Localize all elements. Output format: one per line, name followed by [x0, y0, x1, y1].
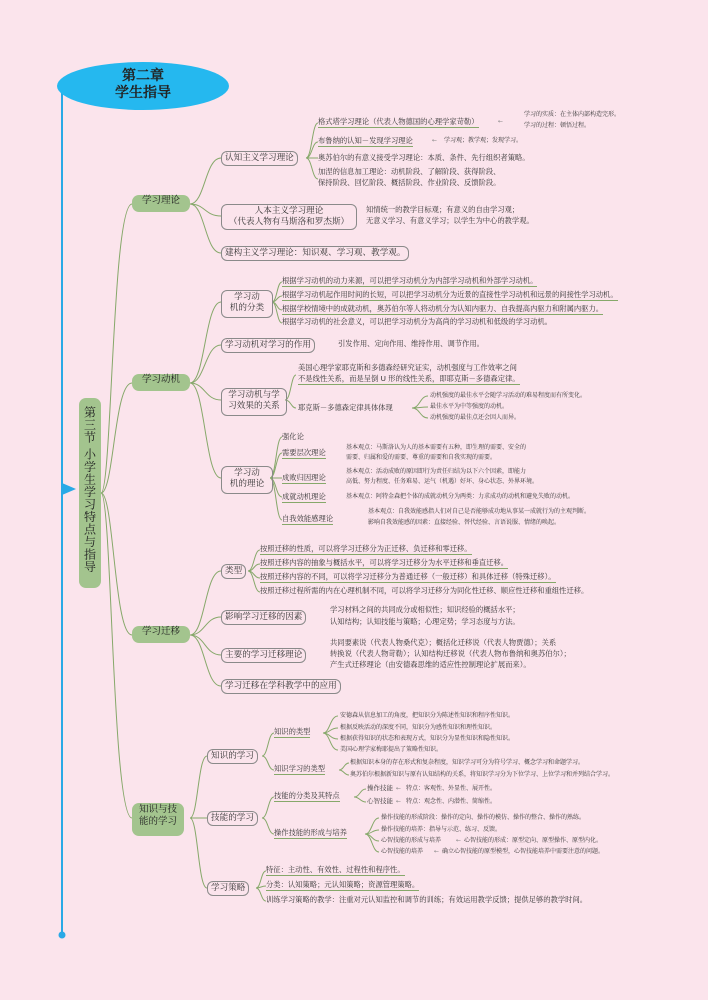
mental-skill-desc: 特点：观念性、内潜性、简缩性。	[406, 798, 497, 805]
node-transfer-application: 学习迁移在学科教学中的应用	[221, 679, 341, 694]
node-transfer-theories: 主要的学习迁移理论	[221, 648, 306, 663]
section-node	[79, 398, 101, 588]
arrow: ←	[396, 785, 402, 792]
node-motivation-relation: 学习动机与学 习效果的关系	[221, 388, 287, 416]
skill-formation: 操作技能的形成与培养	[274, 828, 347, 839]
arrow: ←	[498, 118, 504, 125]
branch-learning-motivation: 学习动机	[132, 374, 190, 391]
branch-learning-transfer: 学习迁移	[132, 626, 190, 643]
gestalt-theory: 格式塔学习理论（代表人物德国的心理学家苛勒）	[318, 117, 479, 128]
attribution-desc-1: 基本观点：活动成败的原因即行为责任归结为以下六个因素，即能力	[346, 468, 527, 475]
theory-desc-2: 转换说（代表人物苛勒）；认知结构迁移说（代表人物布鲁纳和奥苏伯尔）；	[330, 649, 571, 658]
node-cognitive-theory: 认知主义学习理论	[221, 151, 298, 166]
spine-line	[62, 88, 68, 935]
bruner-desc: 学习观；教学观；发现学习。	[444, 137, 523, 144]
factor-desc-1: 学习材料之间的共同成分或相似性；知识经验的概括水平；	[330, 605, 520, 614]
humanistic-desc-1: 知情统一的教学目标观；有意义的自由学习观；	[366, 205, 520, 214]
arrow: ←	[432, 137, 438, 144]
law-item-2: 最佳水平为中等强度的动机。	[430, 403, 509, 410]
gagne-line2: 保持阶段、回忆阶段、概括阶段、作业阶段、反馈阶段。	[318, 178, 501, 187]
bruner-theory: 布鲁纳的认知－发现学习理论	[318, 136, 413, 147]
arrow: ←	[434, 848, 440, 855]
mental-training: 心智技能的培养	[381, 848, 424, 855]
form-item-1: 操作技能的形成阶段：操作的定向、操作的模仿、操作的整合、操作的熟练。	[381, 814, 586, 821]
strategy-features: 特征：主动性、有效性、过程性和程序性。	[266, 865, 405, 876]
type-item-1: 按照迁移的性质，可以将学习迁移分为正迁移、负迁移和零迁移。	[260, 544, 472, 555]
operation-skill-desc: 特点：客观性、外显性、展开性。	[406, 785, 497, 792]
spine-end-dot	[59, 932, 66, 939]
chapter-title	[57, 62, 229, 110]
gagne-line1: 加涅的信息加工理论：动机阶段、了解阶段、获得阶段、	[318, 167, 501, 176]
needs-desc-1: 基本观点：马斯洛认为人的基本需要有五种，即生理的需要、安全的	[346, 444, 527, 451]
ktype-item-3: 根据获得知识的状态和表现方式，知识分为显性知识和隐性知识。	[340, 735, 515, 742]
efficacy-desc-2: 影响自我效能感的因素：直接经验、替代经验、言语说服、情绪的唤起。	[368, 519, 561, 526]
node-learning-strategy: 学习策略	[207, 881, 249, 896]
class-item-3: 根据学校情境中的成就动机，奥苏伯尔等人将动机分为认知内驱力、自我提高内驱力和附属内驱力。	[282, 304, 603, 315]
skill-types: 技能的分类及其特点	[274, 791, 340, 802]
type-item-4: 按照迁移过程所需的内在心理机制不同，可以将学习迁移分为同化性迁移、顺应性迁移和重组性迁移。	[260, 586, 589, 595]
humanistic-desc-2: 无意义学习、有意义学习；以学生为中心的教学观。	[366, 216, 534, 225]
node-motivation-classes: 学习动 机的分类	[221, 290, 273, 318]
attribution-desc-2: 高低、努力程度、任务难易、运气（机遇）好坏、身心状态、外界环境。	[346, 478, 539, 485]
factor-desc-2: 认知结构；认知技能与策略；心理定势；学习态度与方法。	[330, 617, 520, 626]
chapter-line1: 第二章	[122, 68, 164, 84]
yerkes-desc-2: 不是线性关系，而是呈倒 U 形的线性关系，即耶克斯－多德森定律。	[298, 374, 520, 385]
ktype-item-1: 安德森从信息加工的角度，把知识分为陈述性知识和程序性知识。	[340, 712, 515, 719]
gestalt-process: 学习的过程：顿悟过程。	[524, 122, 591, 129]
reinforcement-theory: 强化论	[282, 432, 304, 441]
yerkes-law: 耶克斯－多德森定律具体体现	[298, 403, 393, 412]
node-motivation-effect: 学习动机对学习的作用	[221, 338, 315, 353]
knowledge-learning-types: 知识学习的类型	[274, 764, 325, 775]
arrow: ←	[396, 798, 402, 805]
type-item-2: 按照迁移内容的抽象与概括水平，可以将学习迁移分为水平迁移和垂直迁移。	[260, 558, 508, 569]
attribution-theory: 成败归因理论	[282, 473, 326, 484]
node-knowledge-learning: 知识的学习	[207, 749, 258, 764]
node-transfer-types: 类型	[221, 564, 246, 579]
form-item-2: 操作技能的培养：指导与示范、练习、反馈。	[381, 826, 502, 833]
branch-knowledge-skill: 知识与技能的学习	[132, 803, 184, 836]
arrow: ←	[456, 837, 462, 844]
mental-formation-desc: 心智技能的形成：原型定向、原型操作、原型内化。	[464, 837, 603, 844]
mental-skill: 心智技能	[367, 797, 393, 805]
operation-skill: 操作技能	[367, 784, 393, 792]
class-item-2: 根据学习动机起作用时间的长短，可以把学习动机分为近景的直接性学习动机和远景的间接性学习动机。	[282, 290, 618, 301]
ausubel-theory: 奥苏伯尔的有意义接受学习理论：本质、条件、先行组织者策略。	[318, 153, 530, 162]
achievement-desc: 基本观点：阿特金森把个体的成就动机分为两类：力求成功的动机和避免失败的动机。	[346, 493, 575, 500]
knowledge-types: 知识的类型	[274, 727, 310, 738]
achievement-theory: 成就动机理论	[282, 492, 326, 503]
self-efficacy-theory: 自我效能感理论	[282, 514, 333, 525]
klearn-item-2: 奥苏伯尔根据新知识与原有认知结构的关系，将知识学习分为下位学习、上位学习和并列结合学习。	[350, 771, 615, 778]
law-item-3: 动机强度的最佳点还会因人而异。	[430, 414, 521, 421]
ktype-item-4: 美国心理学家梅耶提出了策略性知识。	[340, 746, 443, 753]
type-item-3: 按照迁移内容的不同，可以将学习迁移分为普通迁移（一般迁移）和具体迁移（特殊迁移）。	[260, 572, 556, 583]
law-item-1: 动机强度的最佳水平会随学习活动的难易程度而有所变化。	[430, 392, 587, 399]
node-skill-learning: 技能的学习	[207, 811, 258, 826]
klearn-item-1: 根据知识本身的存在形式和复杂程度，知识学习可分为符号学习、概念学习和命题学习。	[350, 759, 585, 766]
needs-desc-2: 需要、归属和爱的需要、尊重的需要和自我实现的需要。	[346, 454, 497, 461]
yerkes-desc-1: 美国心理学家耶克斯和多德森经研究证实，动机强度与工作效率之间	[298, 363, 517, 372]
mental-formation: 心智技能的形成与培养	[381, 837, 442, 844]
section-label: 第三节 小学生学习特点与指导	[82, 406, 97, 573]
class-item-1: 根据学习动机的动力来源，可以把学习动机分为内部学习动机和外部学习动机。	[282, 276, 537, 287]
strategy-classes: 分类：认知策略；元认知策略；资源管理策略。	[266, 880, 419, 891]
strategy-training: 训练学习策略的教学：注重对元认知监控和调节的训练；有效运用教学反馈；提供足够的教学时间。	[266, 895, 588, 904]
needs-hierarchy: 需要层次理论	[282, 448, 326, 459]
mental-training-desc: 确立心智技能的原型模型，心智技能培养中需要注意的问题。	[442, 848, 605, 855]
motivation-effect-desc: 引发作用、定向作用、维持作用、调节作用。	[338, 339, 484, 348]
efficacy-desc-1: 基本观点：自我效能感指人们对自己是否能够成功地从事某一成就行为的主观判断。	[368, 508, 591, 515]
spine-arrow	[62, 483, 76, 495]
gestalt-essence: 学习的实质：在主体内部构造完形。	[524, 111, 621, 118]
node-humanistic-theory: 人本主义学习理论 （代表人物有马斯洛和罗杰斯）	[221, 204, 357, 230]
theory-desc-3: 产生式迁移理论（由安德森思维的适应性控制理论扩展而来）。	[330, 660, 531, 669]
node-constructivism: 建构主义学习理论：知识观、学习观、教学观。	[221, 246, 409, 261]
class-item-4: 根据学习动机的社会意义，可以把学习动机分为高尚的学习动机和低级的学习动机。	[282, 317, 552, 326]
ktype-item-2: 根据反映活动的深度不同，知识分为感性知识和理性知识。	[340, 724, 497, 731]
node-transfer-factors: 影响学习迁移的因素	[221, 610, 306, 625]
theory-desc-1: 共同要素说（代表人物桑代克）；概括化迁移说（代表人物贾德）；关系	[330, 638, 557, 647]
branch-learning-theory: 学习理论	[132, 195, 190, 212]
chapter-line2: 学生指导	[115, 85, 171, 101]
node-motivation-theory: 学习动 机的理论	[221, 466, 273, 494]
